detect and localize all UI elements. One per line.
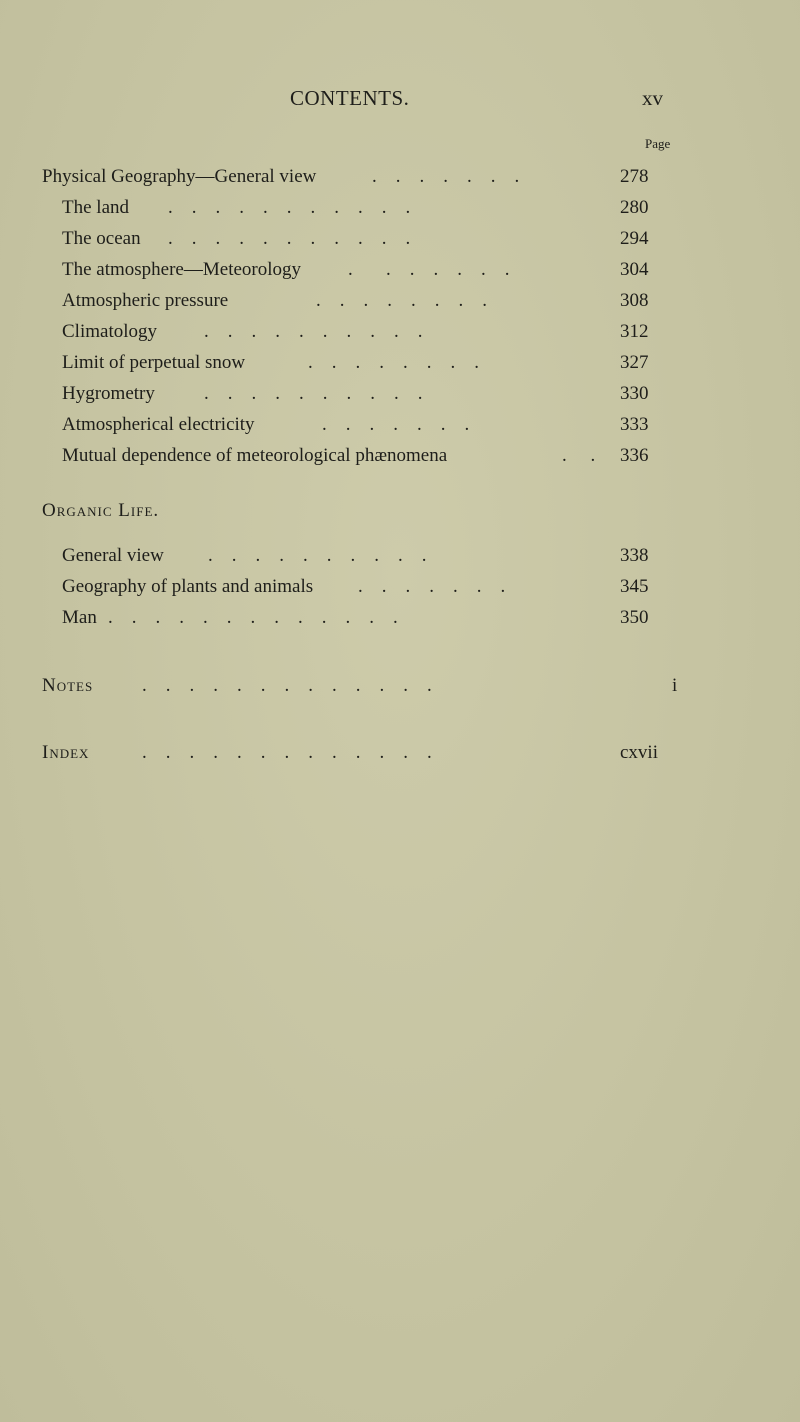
leader-dots: . . . . . . . . . . .: [168, 197, 411, 218]
toc-entry: [62, 226, 682, 252]
page-title: CONTENTS.: [290, 86, 410, 110]
leader-dots: . . . . . . .: [348, 259, 510, 280]
toc-entry-page: 312: [620, 321, 649, 342]
leader-dots: . . . . . . .: [358, 576, 506, 597]
toc-entry-page: 345: [620, 576, 649, 597]
toc-entry-page: 350: [620, 607, 649, 628]
toc-entry-label: Notes: [42, 675, 94, 696]
toc-entry-label: Atmospheric pressure: [62, 290, 229, 311]
leader-dots: . .: [562, 445, 596, 466]
page-number: xv: [642, 86, 663, 110]
toc-entry: [62, 605, 682, 631]
toc-entry-page: 280: [620, 197, 649, 218]
leader-dots: . . . . . . . . . .: [204, 383, 423, 404]
section-heading: Organic Life.: [42, 500, 160, 521]
toc-entry-label: The ocean: [62, 228, 141, 249]
toc-entry-page: 304: [620, 259, 649, 280]
toc-entry-page: 308: [620, 290, 649, 311]
toc-entry: [62, 288, 682, 314]
toc-entry-label: Index: [42, 742, 90, 763]
leader-dots: . . . . . . .: [322, 414, 470, 435]
toc-entry: [62, 257, 682, 283]
toc-entry-page: 338: [620, 545, 649, 566]
toc-entry-page: 327: [620, 352, 649, 373]
toc-entry-label: Hygrometry: [62, 383, 155, 404]
leader-dots: . . . . . . . .: [316, 290, 487, 311]
leader-dots: . . . . . . . . . . . . .: [142, 675, 432, 696]
toc-entry-label: General view: [62, 545, 164, 566]
toc-entry: [62, 350, 682, 376]
toc-entry-label: Physical Geography—General view: [42, 166, 317, 187]
toc-entry: [62, 381, 682, 407]
toc-entry-label: Man: [62, 607, 97, 628]
toc-entry: [42, 740, 682, 766]
leader-dots: . . . . . . . . . . .: [168, 228, 411, 249]
toc-entry: [62, 412, 682, 438]
toc-entry: [62, 195, 682, 221]
toc-entry-label: Atmospherical electricity: [62, 414, 255, 435]
toc-entry-page: 333: [620, 414, 649, 435]
toc-entry-label: Mutual dependence of meteorological phænomena: [62, 445, 448, 466]
toc-entry-label: The land: [62, 197, 130, 218]
toc-entry-label: Limit of perpetual snow: [62, 352, 246, 373]
page-header: [0, 86, 800, 116]
leader-dots: . . . . . . . . . .: [204, 321, 423, 342]
toc-entry: [42, 673, 682, 699]
toc-entry: [42, 164, 682, 190]
toc-entry-page: 294: [620, 228, 649, 249]
toc-entry-page: 330: [620, 383, 649, 404]
toc-entry-label: The atmosphere—Meteorology: [62, 259, 302, 280]
leader-dots: . . . . . . . . . . . . .: [108, 607, 398, 628]
toc-entry-label: Geography of plants and animals: [62, 576, 314, 597]
toc-entry-page: cxvii: [620, 742, 658, 763]
leader-dots: . . . . . . . .: [308, 352, 479, 373]
toc-entry-label: Climatology: [62, 321, 157, 342]
page-column-label: Page: [645, 136, 671, 151]
toc-entry-page: 278: [620, 166, 649, 187]
toc-entry: [62, 574, 682, 600]
toc-entry-page: i: [672, 675, 678, 696]
toc-entry-page: 336: [620, 445, 649, 466]
leader-dots: . . . . . . .: [372, 166, 520, 187]
leader-dots: . . . . . . . . . .: [208, 545, 427, 566]
toc-entry: [62, 443, 682, 469]
leader-dots: . . . . . . . . . . . . .: [142, 742, 432, 763]
toc-entry: [62, 543, 682, 569]
toc-entry: [62, 319, 682, 345]
